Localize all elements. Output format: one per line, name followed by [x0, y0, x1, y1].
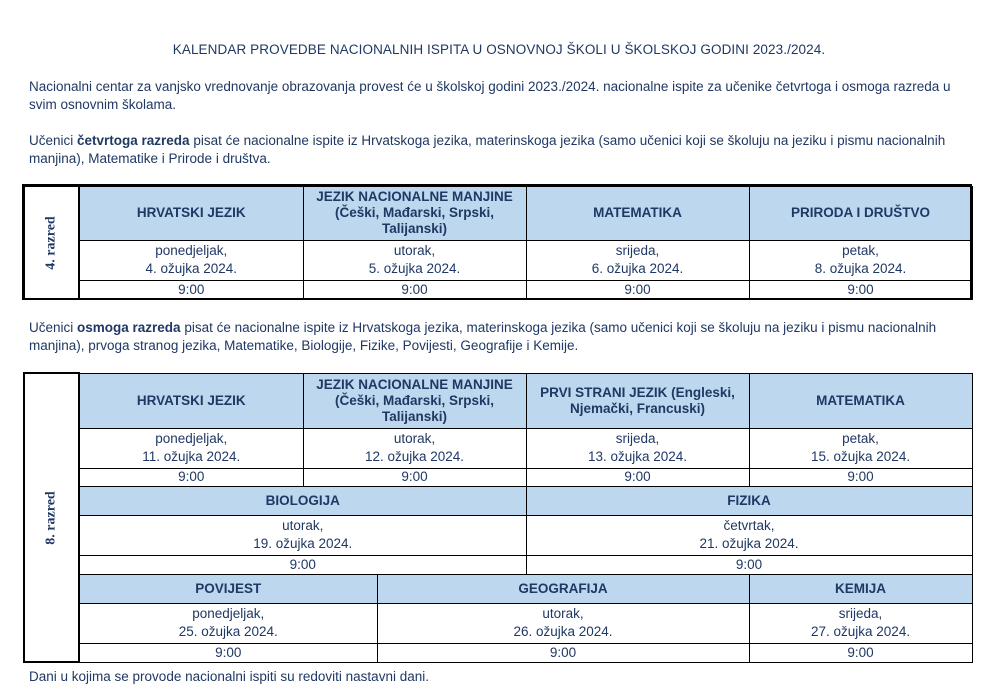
- grade8-side-label: 8. razred: [24, 373, 79, 662]
- grade8-paragraph-bold: osmoga razreda: [77, 320, 181, 335]
- exam-date-cell: [526, 428, 749, 468]
- intro-paragraph: Nacionalni centar za vanjsko vrednovanje obrazovanja provest će u školskoj godini 2023./2024. nacionalne ispite za učenike četvrtoga i osmoga razreda u svim osnovnim školama.: [29, 79, 951, 112]
- grade4-paragraph-bold: četvrtoga razreda: [77, 133, 190, 148]
- exam-date: 11. ožujka 2024.: [142, 449, 241, 464]
- exam-time-cell: 9:00: [79, 468, 303, 486]
- exam-date-cell: [79, 428, 303, 468]
- exam-date-cell: [377, 603, 749, 643]
- grade4-paragraph: [29, 132, 974, 167]
- page-title: KALENDAR PROVEDBE NACIONALNIH ISPITA U OSNOVNOJ ŠKOLI U ŠKOLSKOJ GODINI 2023./2024.: [172, 42, 826, 57]
- exam-date: 27. ožujka 2024.: [811, 624, 911, 639]
- grade8-schedule-table: [23, 372, 973, 663]
- exam-day: utorak,: [542, 606, 584, 621]
- exam-subject-header: GEOGRAFIJA: [377, 574, 749, 603]
- exam-day: ponedjeljak,: [192, 606, 265, 621]
- exam-subject-header: JEZIK NACIONALNE MANJINE (Češki, Mađarski, Srpski, Talijanski): [303, 373, 526, 428]
- exam-time-cell: 9:00: [79, 280, 303, 299]
- exam-subject-header: HRVATSKI JEZIK: [79, 373, 303, 428]
- exam-day: petak,: [842, 243, 879, 258]
- exam-date: 26. ožujka 2024.: [513, 624, 613, 639]
- exam-time-cell: 9:00: [526, 555, 972, 574]
- grade8-paragraph: [29, 319, 974, 354]
- grade8-paragraph-suffix: pisat će nacionalne ispite iz Hrvatskoga jezika, materinskoga jezika (samo učenici koji se školuju na jeziku i pismu nacionalnih manjina), prvoga stranog jezika, Matematike, Biologije, Fizike, Povijesti, Geografije i Kemije.: [29, 320, 937, 353]
- exam-date-cell: [79, 240, 303, 280]
- exam-subject-header: PRVI STRANI JEZIK (Engleski, Njemački, Francuski): [526, 373, 749, 428]
- exam-time-cell: 9:00: [749, 643, 972, 662]
- exam-subject-header: MATEMATIKA: [749, 373, 972, 428]
- exam-date-cell: [79, 603, 377, 643]
- exam-day: četvrtak,: [723, 518, 775, 533]
- exam-subject-header: HRVATSKI JEZIK: [79, 186, 303, 240]
- exam-day: petak,: [842, 431, 879, 446]
- exam-day: srijeda,: [838, 606, 883, 621]
- exam-subject-header: POVIJEST: [79, 574, 377, 603]
- exam-date-cell: [749, 240, 972, 280]
- exam-date-cell: [526, 515, 972, 555]
- exam-date-cell: [749, 428, 972, 468]
- exam-date-cell: [303, 240, 526, 280]
- exam-time-cell: 9:00: [79, 555, 526, 574]
- exam-date: 21. ožujka 2024.: [699, 536, 799, 551]
- exam-date: 19. ožujka 2024.: [253, 536, 353, 551]
- exam-day: utorak,: [393, 243, 436, 258]
- exam-day: utorak,: [282, 518, 324, 533]
- exam-date: 25. ožujka 2024.: [178, 624, 278, 639]
- exam-day: srijeda,: [615, 243, 660, 258]
- exam-time-cell: 9:00: [377, 643, 749, 662]
- exam-subject-header: BIOLOGIJA: [79, 486, 526, 515]
- exam-date-cell: [526, 240, 749, 280]
- grade4-paragraph-prefix: Učenici: [29, 133, 78, 148]
- exam-subject-header: PRIRODA I DRUŠTVO: [749, 186, 972, 240]
- exam-time-cell: 9:00: [79, 643, 377, 662]
- exam-time-cell: 9:00: [749, 280, 972, 299]
- exam-day: srijeda,: [615, 431, 660, 446]
- exam-time-cell: 9:00: [526, 280, 749, 299]
- exam-date: 8. ožujka 2024.: [814, 261, 907, 276]
- exam-subject-header: MATEMATIKA: [526, 186, 749, 240]
- exam-date: 5. ožujka 2024.: [368, 261, 461, 276]
- exam-date: 4. ožujka 2024.: [145, 261, 238, 276]
- exam-date: 6. ožujka 2024.: [591, 261, 684, 276]
- exam-date-cell: [749, 603, 972, 643]
- exam-date: 15. ožujka 2024.: [811, 449, 911, 464]
- exam-date: 12. ožujka 2024.: [364, 449, 465, 464]
- exam-subject-header: FIZIKA: [526, 486, 972, 515]
- exam-day: ponedjeljak,: [155, 243, 228, 258]
- exam-time-cell: 9:00: [749, 468, 972, 486]
- exam-day: ponedjeljak,: [155, 431, 228, 446]
- grade4-paragraph-suffix: pisat će nacionalne ispite iz Hrvatskoga jezika, materinskoga jezika (samo učenici koji se školuju na jeziku i pismu nacionalnih manjina), Matematike i Prirode i društva.: [29, 133, 946, 166]
- exam-subject-header: JEZIK NACIONALNE MANJINE (Češki, Mađarski, Srpski, Talijanski): [303, 186, 526, 240]
- exam-date-cell: [303, 428, 526, 468]
- exam-date: 13. ožujka 2024.: [587, 449, 688, 464]
- grade4-schedule-table: [23, 185, 973, 300]
- exam-subject-header: KEMIJA: [749, 574, 972, 603]
- grade8-paragraph-prefix: Učenici: [29, 320, 78, 335]
- grade4-side-label: 4. razred: [24, 186, 79, 299]
- exam-time-cell: 9:00: [526, 468, 749, 486]
- exam-time-cell: 9:00: [303, 468, 526, 486]
- exam-day: utorak,: [393, 431, 436, 446]
- exam-date-cell: [79, 515, 526, 555]
- exam-time-cell: 9:00: [303, 280, 526, 299]
- footer-note: Dani u kojima se provode nacionalni ispiti su redoviti nastavni dani.: [29, 669, 429, 684]
